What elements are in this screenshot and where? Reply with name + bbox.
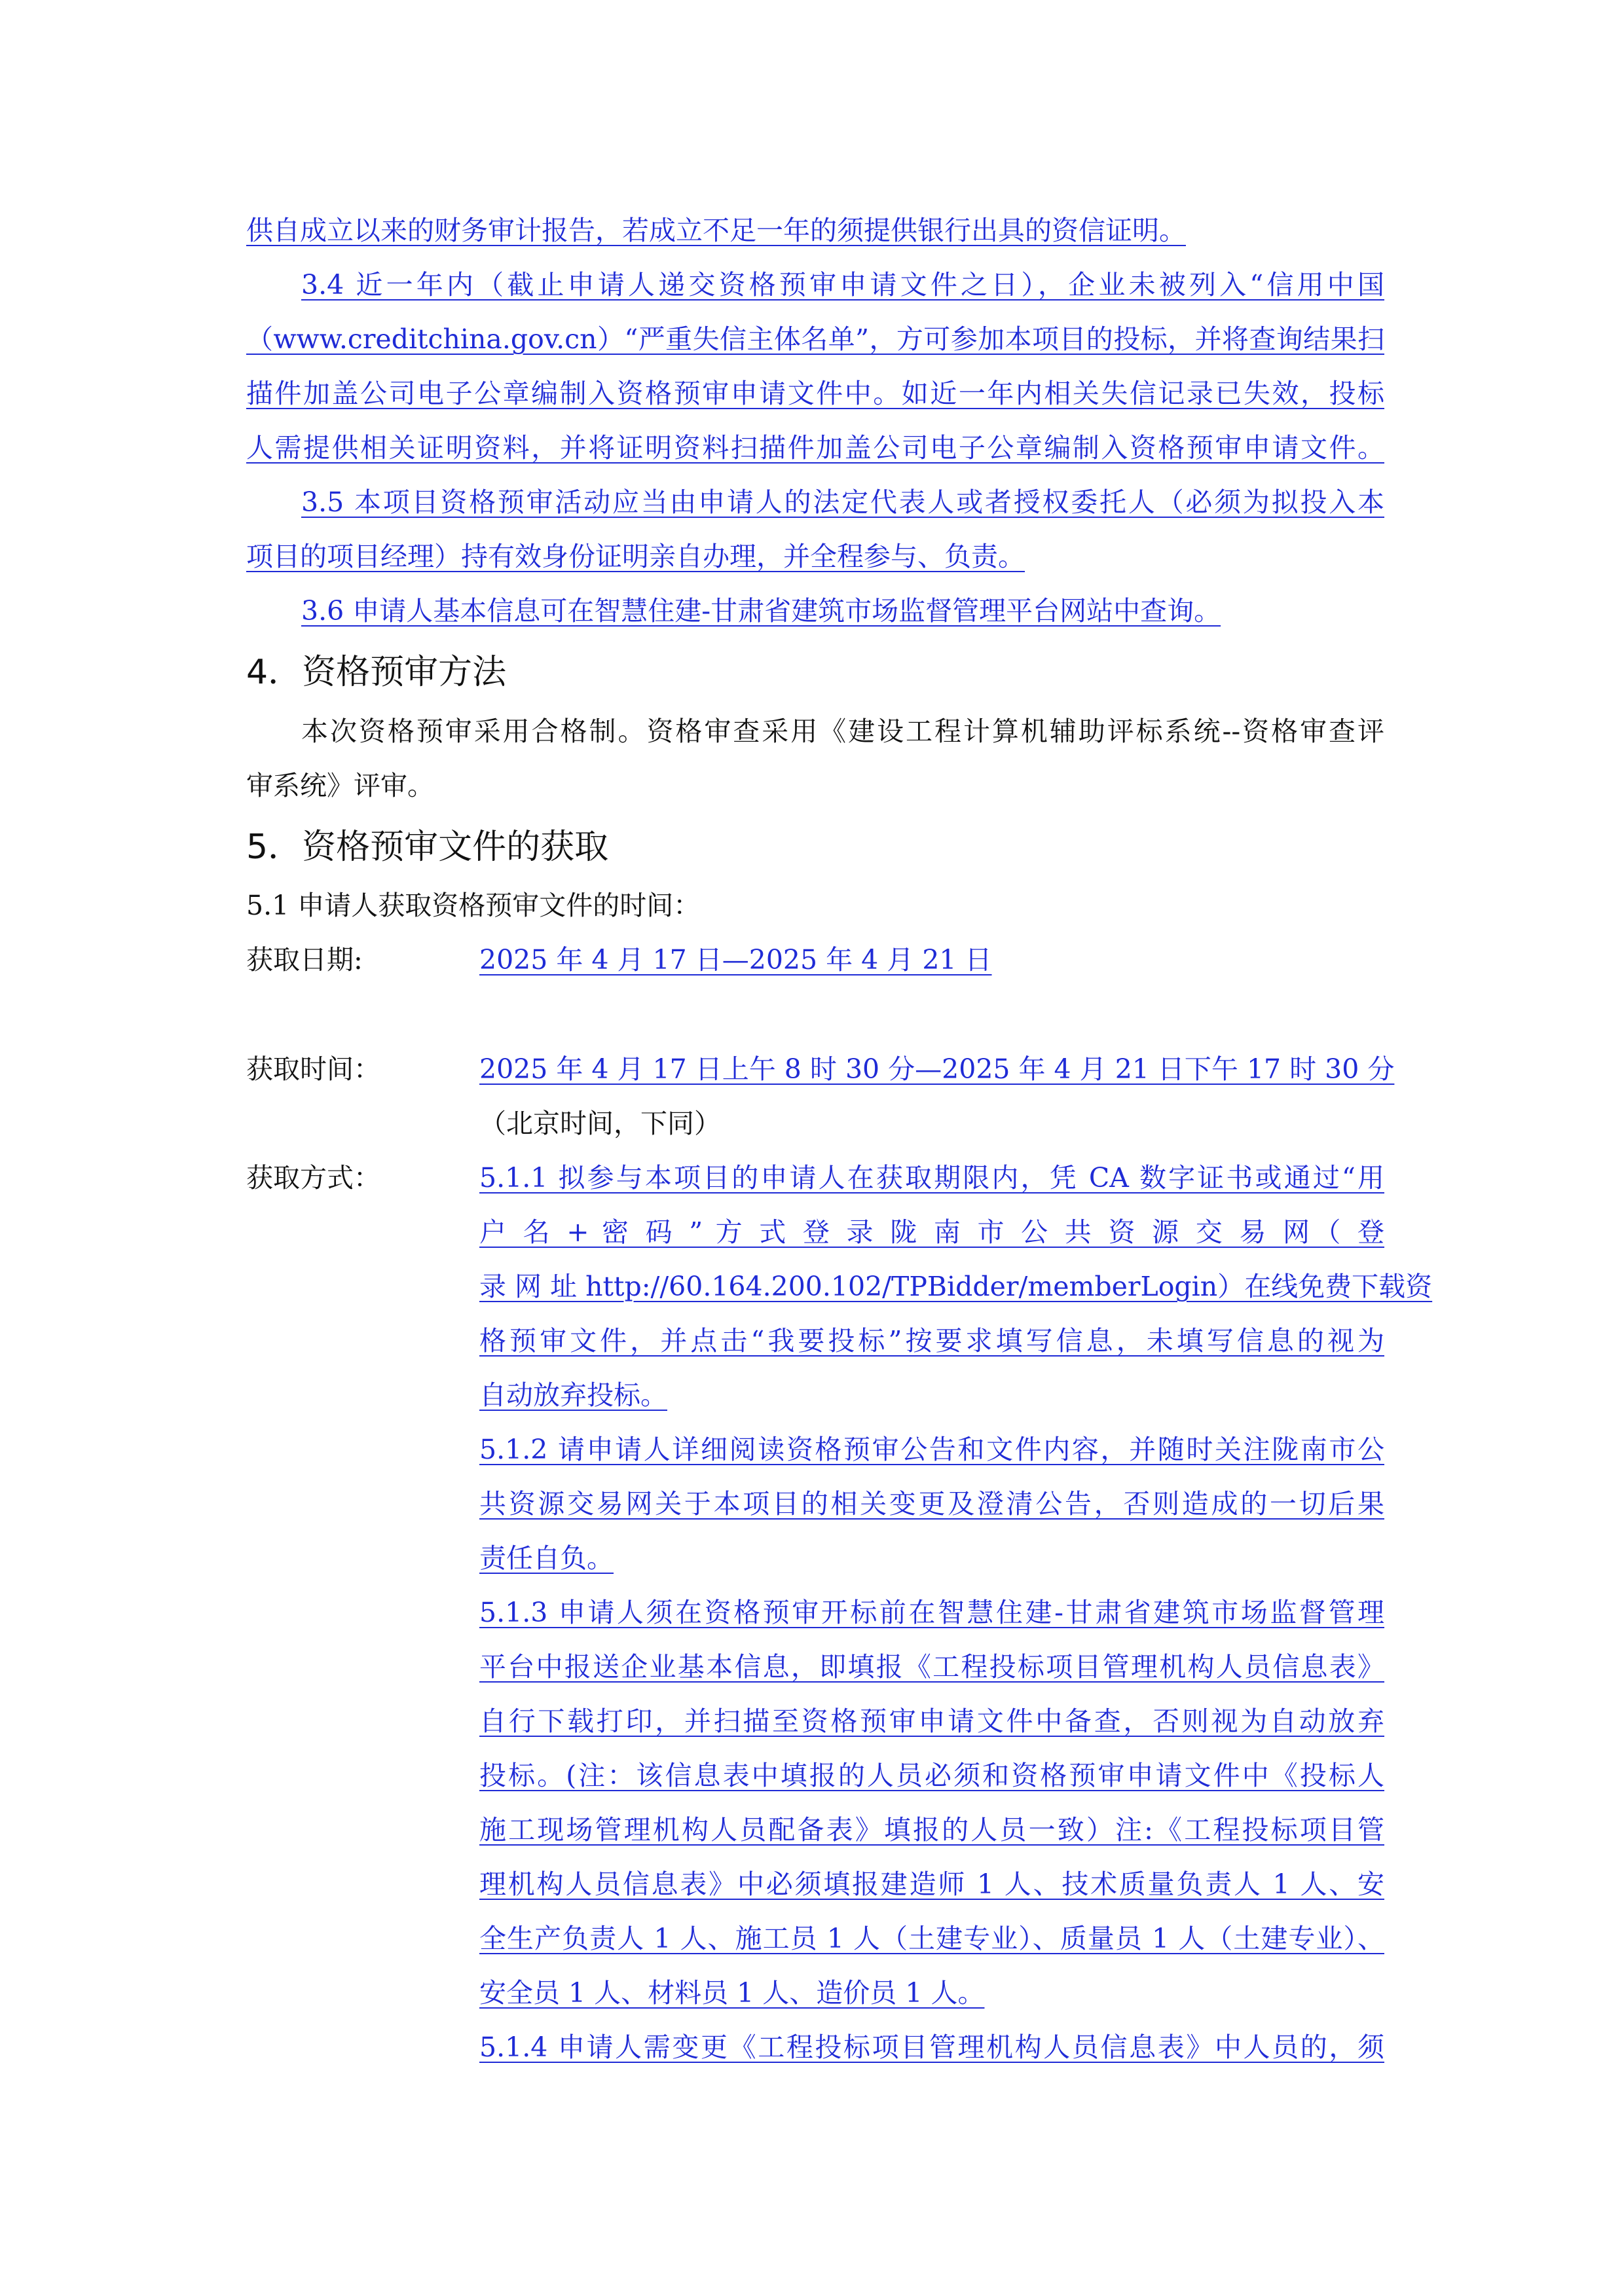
p513-line-4[interactable]: 投标。(注：该信息表中填报的人员必须和资格预审申请文件中《投标人 bbox=[479, 1760, 1384, 1791]
section3-5-line-2[interactable]: 项目的项目经理）持有效身份证明亲自办理，并全程参与、负责。 bbox=[246, 541, 1025, 572]
p511-line-5[interactable]: 自动放弃投标。 bbox=[479, 1379, 667, 1411]
date-label: 获取日期: bbox=[246, 944, 363, 975]
section4-body-line-2: 审系统》评审。 bbox=[246, 770, 434, 801]
method-label: 获取方式： bbox=[246, 1162, 380, 1194]
p513-line-3[interactable]: 自行下载打印，并扫描至资格预审申请文件中备查，否则视为自动放弃 bbox=[479, 1705, 1384, 1737]
section3-4-line-4[interactable]: 人需提供相关证明资料，并将证明资料扫描件加盖公司电子公章编制入资格预审申请文件。 bbox=[246, 432, 1384, 464]
section4-body-line-1: 本次资格预审采用合格制。资格审查采用《建设工程计算机辅助评标系统--资格审查评 bbox=[301, 716, 1384, 747]
section4-heading: 4．资格预审方法 bbox=[246, 653, 507, 692]
time-note: （北京时间，下同） bbox=[479, 1108, 721, 1139]
section5-1-title: 5.1 申请人获取资格预审文件的时间： bbox=[246, 890, 701, 921]
p511-line-2[interactable]: 户 名 + 密 码 ” 方 式 登 录 陇 南 市 公 共 资 源 交 易 网（ 登 bbox=[479, 1216, 1384, 1248]
p511-line-4[interactable]: 格预审文件，并点击“我要投标”按要求填写信息，未填写信息的视为 bbox=[479, 1325, 1384, 1357]
section3-line-1[interactable]: 供自成立以来的财务审计报告，若成立不足一年的须提供银行出具的资信证明。 bbox=[246, 215, 1186, 246]
p513-line-5[interactable]: 施工现场管理机构人员配备表》填报的人员一致）注:《工程投标项目管 bbox=[479, 1814, 1384, 1846]
p514-line-1[interactable]: 5.1.4 申请人需变更《工程投标项目管理机构人员信息表》中人员的，须 bbox=[479, 2032, 1384, 2063]
p512-line-2[interactable]: 共资源交易网关于本项目的相关变更及澄清公告，否则造成的一切后果 bbox=[479, 1488, 1384, 1520]
p512-line-3[interactable]: 责任自负。 bbox=[479, 1542, 614, 1574]
time-value[interactable]: 2025 年 4 月 17 日上午 8 时 30 分—2025 年 4 月 21 日下午 17 时 30 分 bbox=[479, 1053, 1395, 1085]
section3-4-line-1[interactable]: 3.4 近一年内（截止申请人递交资格预审申请文件之日），企业未被列入“信用中国 bbox=[301, 269, 1384, 301]
time-label: 获取时间： bbox=[246, 1053, 380, 1085]
p513-line-8[interactable]: 安全员 1 人、材料员 1 人、造价员 1 人。 bbox=[479, 1977, 985, 2009]
p513-line-2[interactable]: 平台中报送企业基本信息，即填报《工程投标项目管理机构人员信息表》 bbox=[479, 1651, 1384, 1683]
p511-line-1[interactable]: 5.1.1 拟参与本项目的申请人在获取期限内，凭 CA 数字证书或通过“用 bbox=[479, 1162, 1384, 1194]
section3-4-line-3[interactable]: 描件加盖公司电子公章编制入资格预审申请文件中。如近一年内相关失信记录已失效，投标 bbox=[246, 378, 1384, 409]
date-value[interactable]: 2025 年 4 月 17 日—2025 年 4 月 21 日 bbox=[479, 944, 992, 975]
p513-line-7[interactable]: 全生产负责人 1 人、施工员 1 人（土建专业）、质量员 1 人（土建专业）、 bbox=[479, 1923, 1384, 1954]
section3-6-line[interactable]: 3.6 申请人基本信息可在智慧住建-甘肃省建筑市场监督管理平台网站中查询。 bbox=[301, 595, 1221, 627]
p511-line-3[interactable]: 录 网 址 http://60.164.200.102/TPBidder/memberLogin）在线免费下载资 bbox=[479, 1271, 1433, 1302]
section3-5-line-1[interactable]: 3.5 本项目资格预审活动应当由申请人的法定代表人或者授权委托人（必须为拟投入本 bbox=[301, 486, 1384, 518]
section3-4-line-2[interactable]: （www.creditchina.gov.cn）“严重失信主体名单”，方可参加本项目的投标，并将查询结果扫 bbox=[246, 323, 1384, 355]
p513-line-6[interactable]: 理机构人员信息表》中必须填报建造师 1 人、技术质量负责人 1 人、安 bbox=[479, 1868, 1384, 1900]
section5-heading: 5．资格预审文件的获取 bbox=[246, 828, 609, 867]
p512-line-1[interactable]: 5.1.2 请申请人详细阅读资格预审公告和文件内容，并随时关注陇南市公 bbox=[479, 1434, 1384, 1465]
p513-line-1[interactable]: 5.1.3 申请人须在资格预审开标前在智慧住建-甘肃省建筑市场监督管理 bbox=[479, 1597, 1384, 1628]
